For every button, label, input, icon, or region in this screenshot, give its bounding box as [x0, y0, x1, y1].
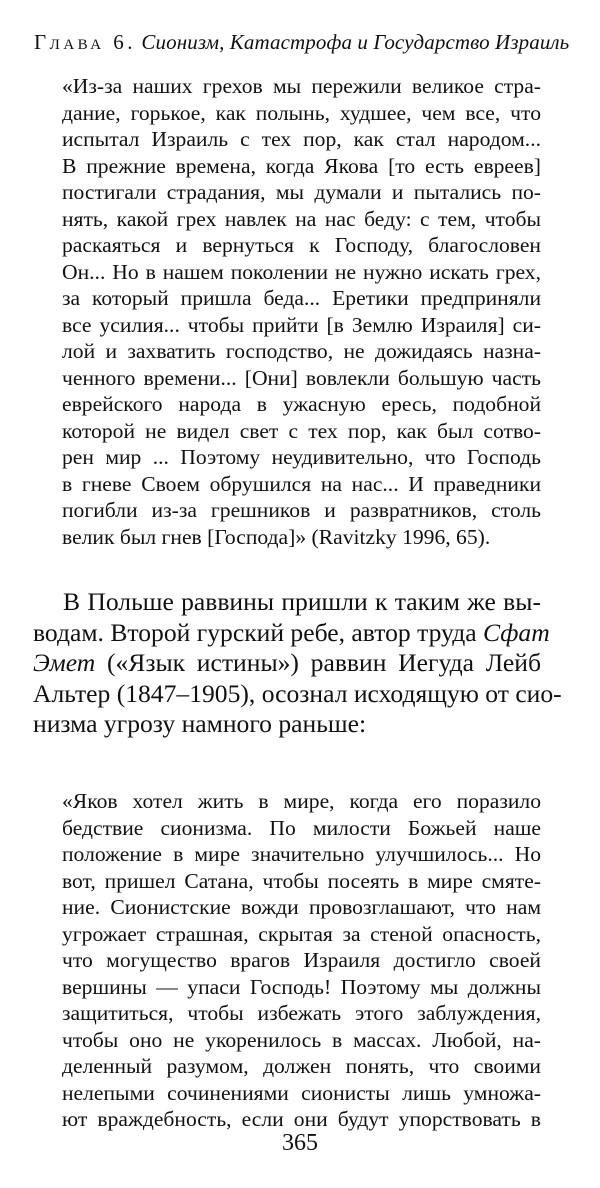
quote-line: деленный разумом, должен понять, что своими — [62, 1054, 541, 1078]
quote-line: «Из-за наших грехов мы пережили великое стра- — [62, 74, 541, 98]
block-quote-2 — [62, 788, 541, 1133]
quote-line: вершины — упаси Господь! Поэтому мы должны — [62, 974, 541, 999]
quote-line: все усилия... чтобы прийти [в Землю Израиля] си- — [62, 312, 541, 337]
paragraph-line: В Польше раввины пришли к таким же вы- — [63, 587, 541, 616]
quote-line: защититься, чтобы избежать этого заблуждения, — [62, 1001, 541, 1025]
quote-line: за который пришла беда... Еретики предприняли — [62, 286, 541, 310]
quote-line: лой и захватить господство, не дожидаясь назна- — [62, 339, 541, 363]
paragraph-line — [33, 648, 541, 679]
quote-line: раскаяться и вернуться к Господу, благословен — [62, 233, 541, 257]
quote-line: дание, горькое, как полынь, худшее, чем все, что — [62, 100, 541, 125]
page-number: 365 — [282, 1130, 318, 1156]
paragraph-line: Альтер (1847–1905), осознал исходящую от сио- — [33, 678, 562, 708]
book-title-emet: Эмет — [33, 648, 96, 678]
quote-line: нять, какой грех навлек на нас беду: с тем, чтобы — [62, 206, 541, 231]
block-quote-1 — [62, 73, 541, 550]
quote-line: ченного времени... [Они] вовлекли большую часть — [62, 365, 541, 390]
quote-line: ют враждебность, если они будут упорствовать в — [62, 1107, 541, 1131]
quote-line: погибли из-за грешников и развратников, столь — [62, 498, 541, 522]
quote-line: испытал Израиль с тех пор, как стал народом... — [62, 127, 541, 151]
quote-line: угрожает страшная, скрытая за стеной опасность, — [62, 921, 541, 946]
running-head — [34, 30, 574, 55]
quote-line: рен мир ... Поэтому неудивительно, что Господь — [62, 445, 541, 469]
quote-line: вот, пришел Сатана, чтобы посеять в мире смяте- — [62, 868, 541, 893]
quote-line: которой не видел свет с тех пор, как был сотво- — [62, 418, 541, 443]
quote-line: ние. Сионистские вожди провозглашают, что нам — [62, 895, 541, 919]
quote-line: бедствие сионизма. По милости Божьей наше — [62, 815, 541, 840]
paragraph-line: низма угрозу намного раньше: — [33, 709, 367, 739]
quote-line: еврейского народа в ужасную ересь, подобной — [62, 392, 541, 416]
quote-line: в гневе Своем обрушился на нас... И праведники — [62, 471, 541, 496]
body-paragraph — [33, 587, 562, 740]
quote-line: нелепыми сочинениями сионисты лишь умножа- — [62, 1080, 541, 1105]
paragraph-text: водам. Второй гурский ребе, автор труда — [33, 617, 483, 647]
quote-line: чтобы оно не укоренилось в массах. Любой, на- — [62, 1027, 541, 1052]
chapter-label: Глава 6. — [34, 30, 137, 54]
paragraph-text: («Язык истины») раввин Иегуда Лейб — [95, 648, 541, 678]
book-title-sfat: Сфат — [483, 617, 550, 647]
quote-line: В прежние времена, когда Якова [то есть евреев] — [62, 153, 541, 178]
quote-line: что могущество врагов Израиля достигло своей — [62, 948, 541, 972]
quote-line: Он... Но в нашем поколении не нужно искать грех, — [62, 259, 541, 284]
quote-line: велик был гнев [Господа]» (Ravitzky 1996, 65). — [62, 524, 491, 549]
quote-line: «Яков хотел жить в мире, когда его поразило — [62, 789, 541, 813]
chapter-title: Сионизм, Катастрофа и Государство Израиль — [141, 30, 570, 54]
quote-line: положение в мире значительно улучшилось... Но — [62, 842, 541, 866]
quote-line: постигали страдания, мы думали и пытались по- — [62, 180, 541, 204]
paragraph-line — [33, 617, 550, 649]
